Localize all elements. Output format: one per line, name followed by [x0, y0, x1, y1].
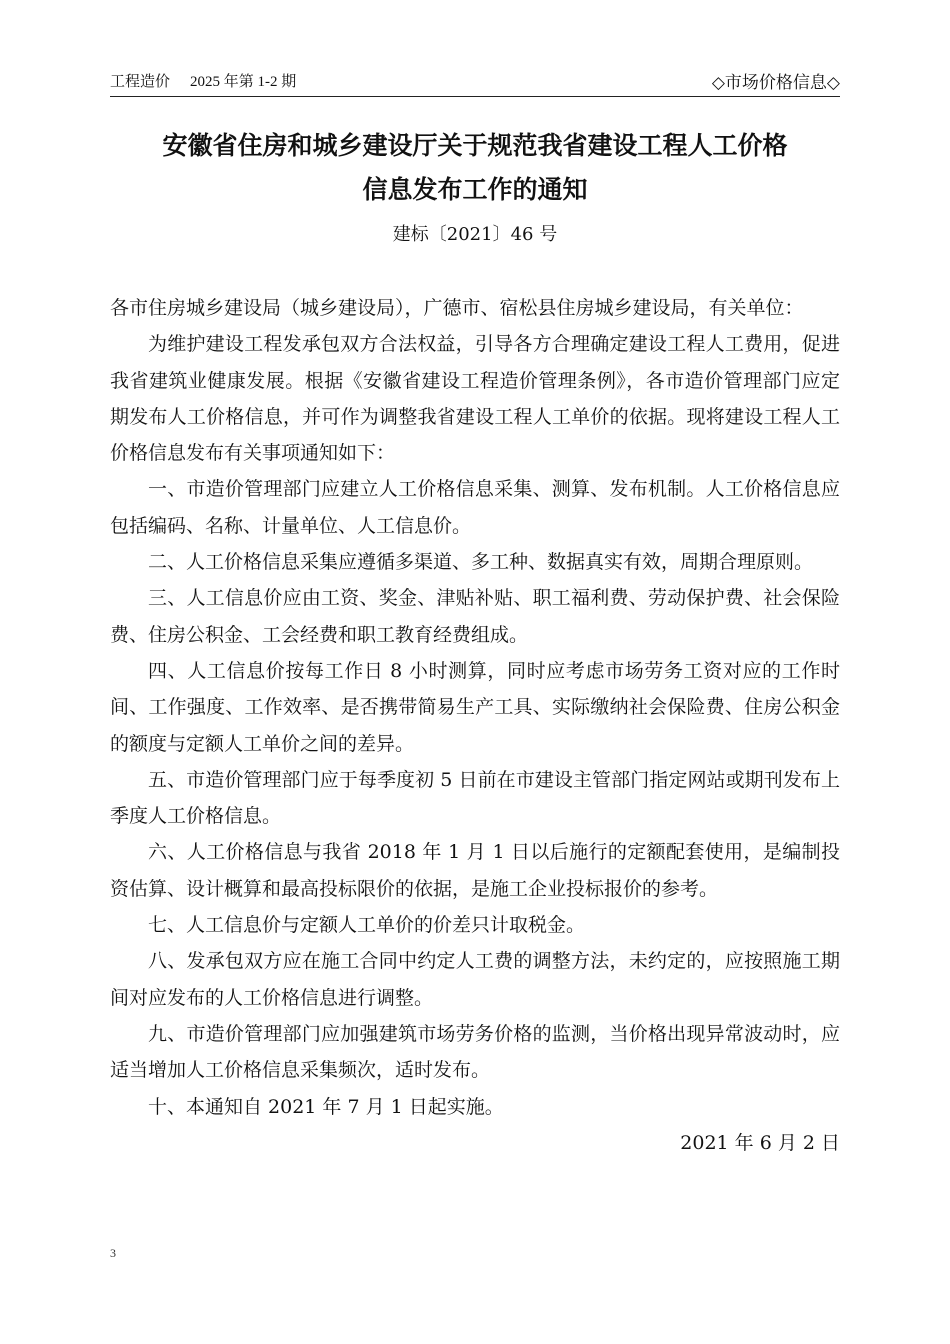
item-paragraph-9: 九、市造价管理部门应加强建筑市场劳务价格的监测，当价格出现异常波动时，应适当增加人工价格信息采集频次，适时发布。 [110, 1022, 840, 1082]
document-date: 2021 年 6 月 2 日 [680, 1131, 840, 1154]
page-number: 3 [110, 1246, 116, 1260]
document-title [80, 124, 870, 212]
item-paragraph-6: 六、人工价格信息与我省 2018 年 1 月 1 日以后施行的定额配套使用，是编制投资估算、设计概算和最高投标限价的依据，是施工企业投标报价的参考。 [110, 841, 840, 900]
document-number: 建标〔2021〕46 号 [392, 224, 558, 245]
page-header [110, 66, 840, 97]
item-paragraph-4: 四、人工信息价按每工作日 8 小时测算，同时应考虑市场劳务工资对应的工作时间、工作强度、工作效率、是否携带简易生产工具、实际缴纳社会保险费、住房公积金的额度与定额人工单价之间的差异。 [110, 659, 840, 755]
header-issue: 2025 年第 1-2 期 [190, 74, 297, 90]
header-journal-info [110, 70, 296, 91]
item-paragraph-1: 一、市造价管理部门应建立人工价格信息采集、测算、发布机制。人工价格信息应包括编码、名称、计量单位、人工信息价。 [110, 478, 840, 537]
salutation: 各市住房城乡建设局（城乡建设局），广德市、宿松县住房城乡建设局，有关单位： [110, 297, 804, 319]
header-section-label: ◇市场价格信息◇ [711, 73, 840, 93]
intro-paragraph: 为维护建设工程发承包双方合法权益，引导各方合理确定建设工程人工费用，促进我省建筑业健康发展。根据《安徽省建设工程造价管理条例》，各市造价管理部门应定期发布人工价格信息，并可作为调整我省建设工程人工单价的依据。现将建设工程人工价格信息发布有关事项通知如下： [110, 333, 840, 465]
item-paragraph-8: 八、发承包双方应在施工合同中约定人工费的调整方法，未约定的，应按照施工期间对应发布的人工价格信息进行调整。 [110, 950, 840, 1009]
item-paragraph-5: 五、市造价管理部门应于每季度初 5 日前在市建设主管部门指定网站或期刊发布上季度人工价格信息。 [110, 768, 840, 828]
document-body [110, 290, 840, 1161]
title-line-2: 信息发布工作的通知 [362, 175, 588, 204]
item-paragraph-3: 三、人工信息价应由工资、奖金、津贴补贴、职工福利费、劳动保护费、社会保险费、住房公积金、工会经费和职工教育经费组成。 [110, 587, 840, 646]
item-paragraph-7: 七、人工信息价与定额人工单价的价差只计取税金。 [148, 914, 586, 937]
title-line-1: 安徽省住房和城乡建设厅关于规范我省建设工程人工价格 [162, 131, 788, 160]
header-journal-name: 工程造价 [110, 74, 171, 90]
item-paragraph-2: 二、人工价格信息采集应遵循多渠道、多工种、数据真实有效，周期合理原则。 [148, 551, 814, 574]
item-paragraph-10: 十、本通知自 2021 年 7 月 1 日起实施。 [148, 1095, 504, 1118]
